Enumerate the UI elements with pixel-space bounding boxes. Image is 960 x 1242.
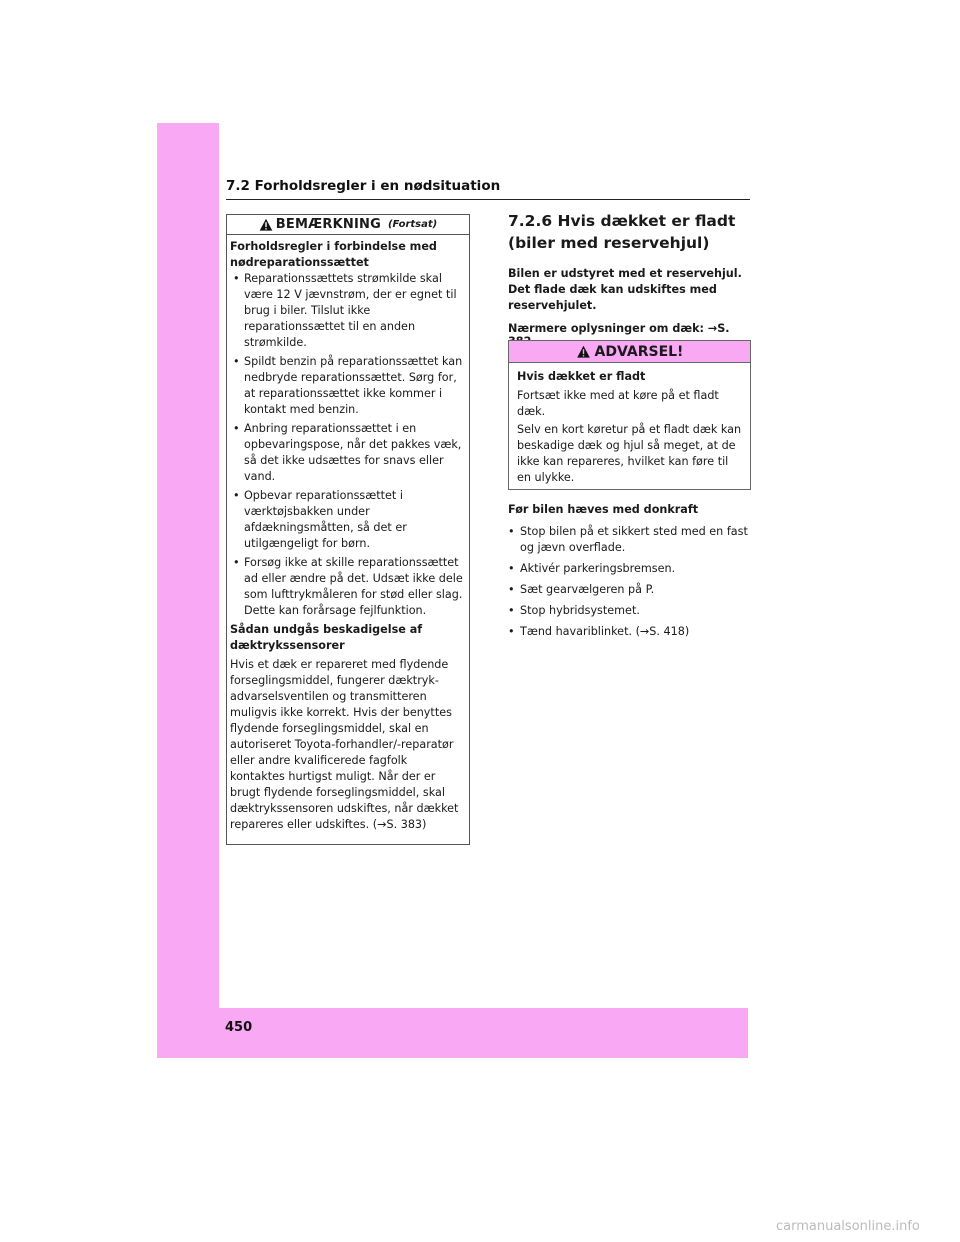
list-item: • Anbring reparationssættet i en opbevaringspose, når det pakkes væk, så det ikke udsættes for snavs eller vand. [230, 421, 465, 485]
section-header: 7.2 Forholdsregler i en nødsituation [226, 178, 750, 200]
warning-paragraph: Selv en kort køretur på et fladt dæk kan beskadige dæk og hjul så meget, at de ikke kan repareres, hvilket kan føre til en ulykke. [517, 423, 742, 484]
page-margin-band [157, 123, 219, 1058]
section-heading: 7.2.6 Hvis dækket er fladt (biler med reservehjul) [508, 212, 736, 252]
notice-subheading: Forholdsregler i forbindelse med nødreparationssættet [230, 240, 437, 269]
warning-triangle-icon [576, 345, 591, 359]
intro-text: Bilen er udstyret med et reservehjul. Det flade dæk kan udskiftes med reservehjulet. [508, 267, 742, 312]
jack-section [508, 502, 752, 645]
list-item: • Reparationssættets strømkilde skal være 12 V jævnstrøm, der er egnet til brug i biler. Tilslut ikke reparationssættet til en anden strømkilde. [230, 271, 465, 351]
notice-paragraph: Hvis et dæk er repareret med flydende forseglingsmiddel, fungerer dæktryk-advarselsventilen og transmitteren muligvis ikke korrekt. Hvis der benyttes flydende forseglingsmiddel, skal en autoriseret Toyota-forhandler/-reparatør eller andre kvalificerede fagfolk kontaktes hurtigst muligt. Når der er brugt flydende forseglingsmiddel, skal dæktrykssensoren udskiftes, når dækket repareres eller udskiftes. (→S. 383) [230, 658, 459, 831]
warning-triangle-icon [259, 218, 273, 232]
list-item: • Opbevar reparationssættet i værktøjsbakken under afdækningsmåtten, så det er utilgængeligt for børn. [230, 488, 465, 552]
notice-header [227, 215, 469, 235]
notice-body [227, 235, 469, 833]
notice-subheading: Sådan undgås beskadigelse af dæktrykssensorer [230, 623, 423, 652]
list-item: • Aktivér parkeringsbremsen. [508, 561, 752, 577]
watermark: carmanualsonline.info [776, 1219, 920, 1234]
list-item: • Stop bilen på et sikkert sted med en fast og jævn overflade. [508, 524, 752, 556]
jack-heading: Før bilen hæves med donkraft [508, 503, 699, 516]
warning-header [509, 341, 750, 363]
jack-list [508, 524, 752, 640]
notice-box [226, 214, 470, 845]
warning-box [508, 340, 751, 490]
warning-title: ADVARSEL! [594, 343, 684, 360]
notice-title: BEMÆRKNING [275, 217, 381, 232]
notice-list [230, 271, 465, 619]
warning-subheading: Hvis dækket er fladt [517, 370, 646, 383]
list-item: • Spildt benzin på reparationssættet kan nedbryde reparationssættet. Sørg for, at reparationssættet ikke kommer i kontakt med benzin. [230, 354, 465, 418]
list-item: • Stop hybridsystemet. [508, 603, 752, 619]
list-item: • Forsøg ikke at skille reparationssættet ad eller ændre på det. Udsæt ikke dele som lufttrykmåleren for stød eller slag. Dette kan forårsage fejlfunktion. [230, 555, 465, 619]
warning-body [509, 363, 750, 494]
right-column [508, 210, 752, 348]
page-number: 450 [225, 1020, 253, 1035]
list-item: • Sæt gearvælgeren på P. [508, 582, 752, 598]
reference-link[interactable]: Nærmere oplysninger om dæk: →S. [508, 322, 730, 335]
warning-paragraph: Fortsæt ikke med at køre på et fladt dæk. [517, 389, 719, 418]
list-item: • Tænd havariblinket. (→S. 418) [508, 624, 752, 640]
notice-continued: (Fortsat) [387, 219, 438, 230]
